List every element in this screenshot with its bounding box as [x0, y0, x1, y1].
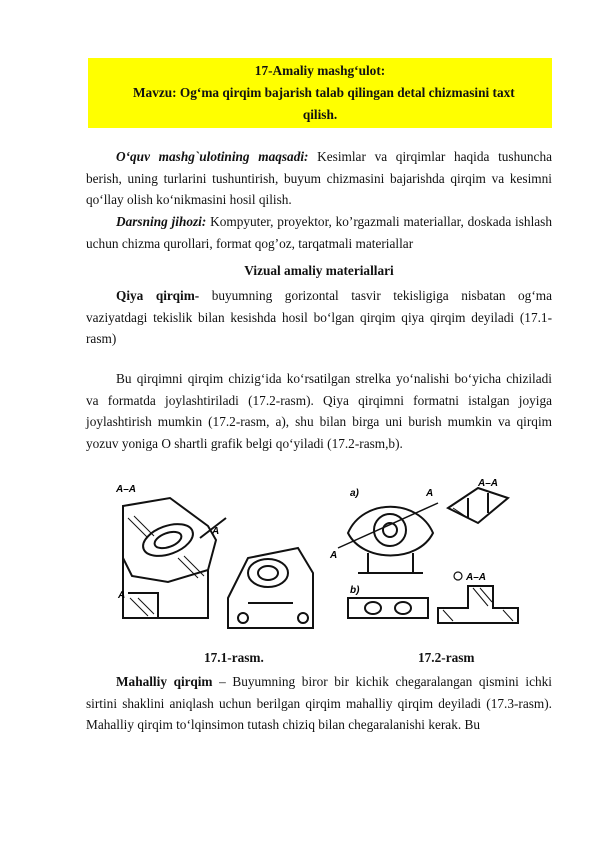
title-banner — [88, 58, 552, 128]
fig1-section-label: A–A — [116, 484, 137, 495]
fig2-a-label: a) — [350, 488, 359, 499]
figure-17-2 — [328, 478, 528, 638]
caption-17-2: 17.2-rasm — [418, 650, 475, 665]
oblique-term: Qiya qirqim- — [116, 288, 200, 303]
equipment-label: Darsning jihozi: — [116, 214, 207, 229]
local-text: – Buyumning biror bir kichik chegaralangan qismini ichki sirtini shaklini aniqlash uchun berilgan qirqim mahalliy qirqim deyiladi (17.3-rasm). Mahalliy qirqim to‘lqinsimon tutash chiziq bilan chegaralanishi kerak. Bu — [86, 674, 553, 733]
fig2-rotation-symbol — [454, 572, 462, 580]
oblique-section-paragraph — [86, 285, 552, 350]
visual-heading: Vizual amaliy materiallari — [244, 263, 394, 278]
fig1-arrow-label-1: A — [212, 526, 220, 537]
fig2-section-label-1: A–A — [478, 478, 499, 489]
topic-line-2: qilish. — [302, 107, 338, 122]
placement-paragraph — [86, 368, 552, 454]
fig1-arrow-label-2: A — [118, 590, 126, 601]
local-term: Mahalliy qirqim — [116, 674, 213, 689]
oblique-text: buyumning gorizontal tasvir tekisligiga nisbatan og‘ma vaziyatdagi tekislik bilan kesishda hosil bo‘lgan qirqim qiya qirqim deyiladi (17.1-rasm) — [86, 288, 552, 347]
purpose-paragraph — [86, 146, 552, 211]
purpose-text: Kesimlar va qirqimlar haqida tushuncha berish, uning turlarini tushuntirish, buyum chizmasini bajarishda qirqim va kesimni qo‘llay olish ko‘nikmasini hosil qilish. — [86, 149, 552, 208]
topic-line-1: Mavzu: Og‘ma qirqim bajarish talab qilingan detal chizmasini taxt — [133, 85, 515, 100]
caption-17-1: 17.1-rasm. — [204, 650, 264, 665]
fig2-arrow-label-2: A — [330, 550, 338, 561]
local-section-paragraph — [86, 671, 552, 736]
purpose-label: O‘quv mashg`ulotining maqsadi: — [116, 149, 309, 164]
equipment-text: Kompyuter, proyektor, ko’rgazmali materiallar, doskada ishlash uchun chizma qurollari, format qog’oz, tarqatmali materiallar — [86, 214, 552, 251]
fig2-arrow-label-1: A — [426, 488, 434, 499]
placement-text: Bu qirqimni qirqim chizig‘ida ko‘rsatilgan strelka yo‘nalishi bo‘yicha chiziladi va formatda joylashtiriladi (17.2-rasm). Qiya qirqimni formatni istalgan joyiga joylashtirish mumkin (17.2-rasm, a), shu bilan birga uni burish mumkin va qirqim yozuv yoniga O shartli grafik belgi qo‘yiladi (17.2-rasm,b). — [86, 371, 552, 451]
figure-17-1 — [108, 478, 328, 638]
equipment-paragraph — [86, 211, 552, 254]
lesson-title: 17-Amaliy mashg‘ulot: — [254, 63, 386, 78]
fig2-section-label-2: A–A — [466, 572, 487, 583]
fig2-b-label: b) — [350, 585, 360, 596]
